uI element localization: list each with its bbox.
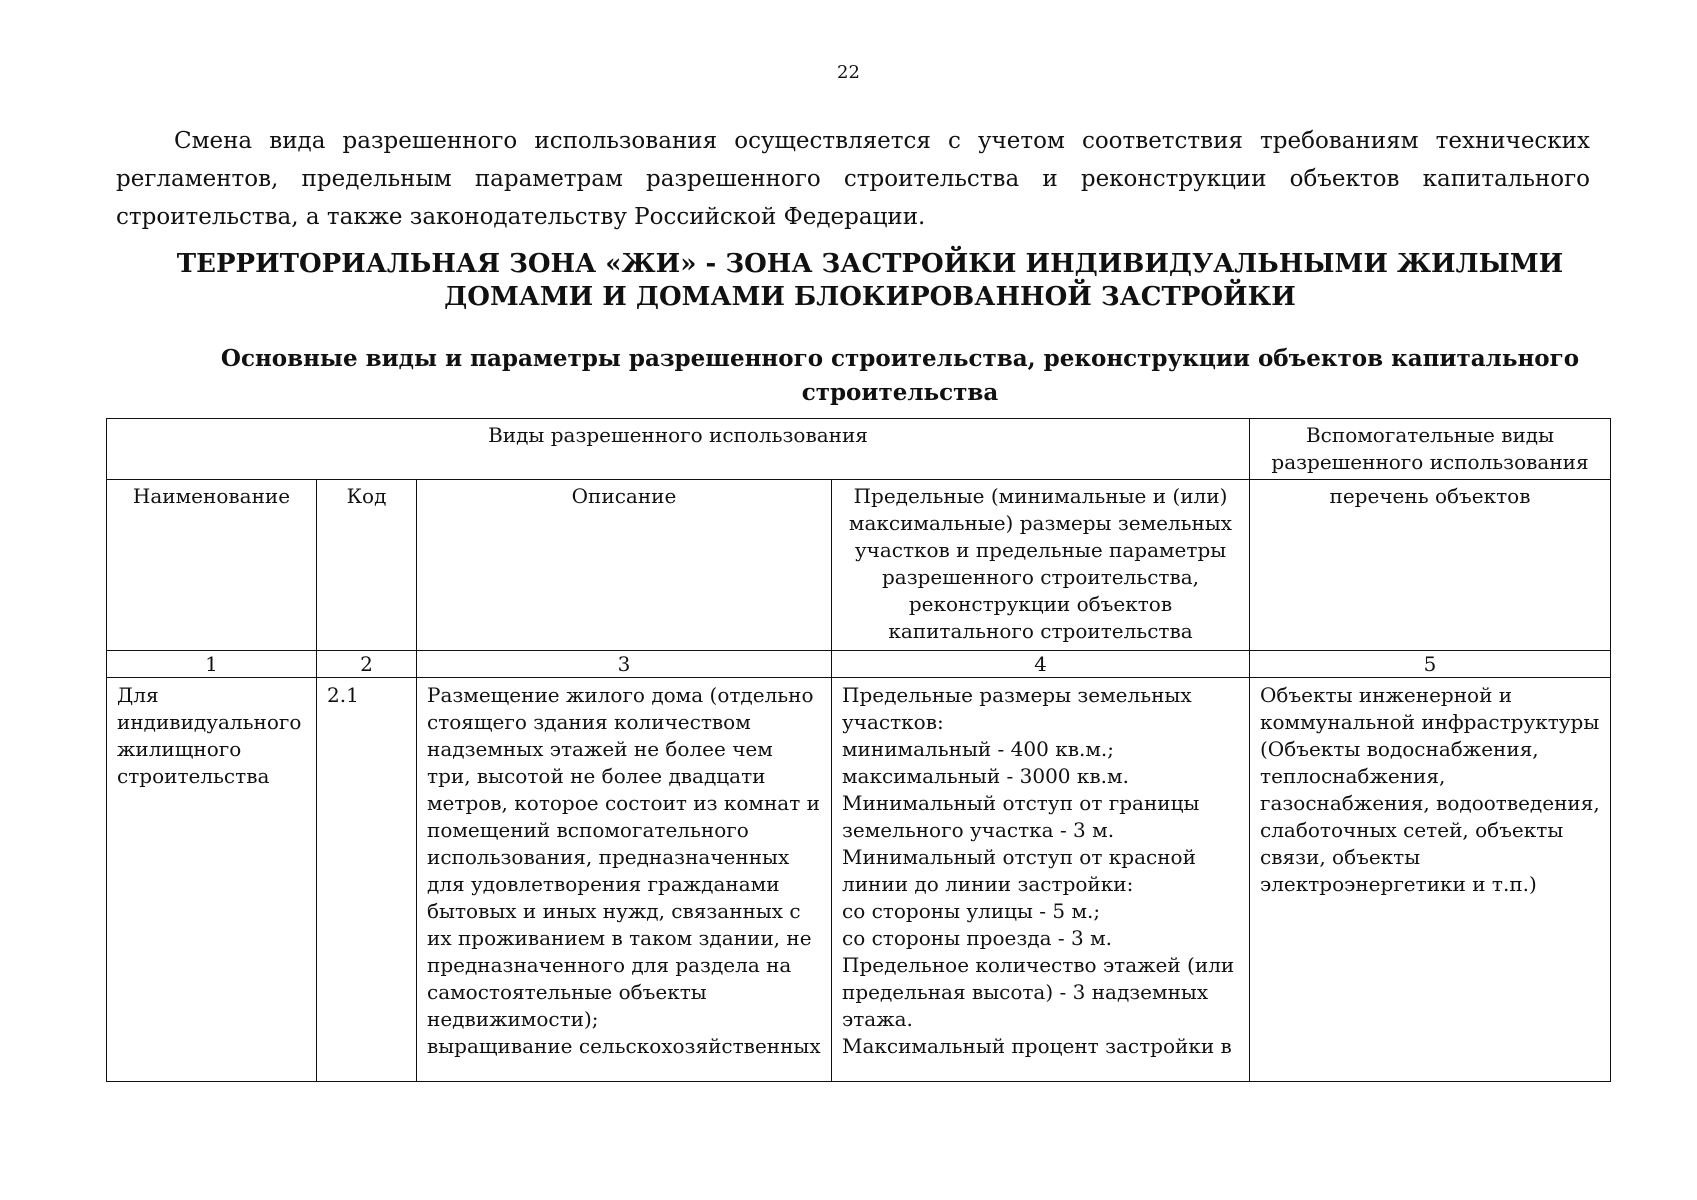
table-column-header-row bbox=[107, 480, 1611, 651]
zone-title: ТЕРРИТОРИАЛЬНАЯ ЗОНА «ЖИ» - ЗОНА ЗАСТРОЙКИ ИНДИВИДУАЛЬНЫМИ ЖИЛЫМИ ДОМАМИ И ДОМАМИ БЛОКИРОВАННОЙ ЗАСТРОЙКИ bbox=[176, 249, 1564, 312]
description-text: Размещение жилого дома (отдельно стоящего здания количеством надземных этажей не более чем три, высотой не более двадцати метров, которое состоит из комнат и помещений вспомогательного использования, предназначенных для удовлетворения гражданами бытовых и иных нужд, связанных с их проживанием в таком здании, не предназначенного для раздела на самостоятельные объекты недвижимости); bbox=[427, 683, 820, 1031]
column-number: 2 bbox=[317, 651, 417, 678]
cell-use-params bbox=[832, 678, 1250, 1082]
cell-use-description bbox=[417, 678, 832, 1082]
table-column-number-row bbox=[107, 651, 1611, 678]
column-header-params: Предельные (минимальные и (или) максимальные) размеры земельных участков и предельные параметры разрешенного строительства, реконструкции объектов капитального строительства bbox=[832, 480, 1250, 651]
column-number: 1 bbox=[107, 651, 317, 678]
column-number: 3 bbox=[417, 651, 832, 678]
section-subtitle: Основные виды и параметры разрешенного строительства, реконструкции объектов капитального строительства bbox=[220, 345, 1580, 406]
group-header-aux: Вспомогательные виды разрешенного использования bbox=[1250, 419, 1611, 480]
table-group-header-row bbox=[107, 419, 1611, 480]
description-continuation: выращивание сельскохозяйственных bbox=[427, 1034, 821, 1058]
cell-aux-objects: Объекты инженерной и коммунальной инфраструктуры (Объекты водоснабжения, теплоснабжения, газоснабжения, водоотведения, слаботочных сетей, объекты связи, объекты электроэнергетики и т.п.) bbox=[1250, 678, 1611, 1082]
column-header-name: Наименование bbox=[107, 480, 317, 651]
param-line: минимальный - 400 кв.м.; bbox=[842, 737, 1114, 761]
param-line: со стороны улицы - 5 м.; bbox=[842, 899, 1101, 923]
table-row bbox=[107, 678, 1611, 1082]
param-line: Предельные размеры земельных участков: bbox=[842, 683, 1192, 734]
param-line: со стороны проезда - 3 м. bbox=[842, 926, 1112, 950]
cell-use-code: 2.1 bbox=[317, 678, 417, 1082]
column-header-description: Описание bbox=[417, 480, 832, 651]
intro-paragraph: Смена вида разрешенного использования осуществляется с учетом соответствия требованиям технических регламентов, предельным параметрам разрешенного строительства и реконструкции объектов капитального строительства, а также законодательству Российской Федерации. bbox=[116, 128, 1590, 230]
column-number: 5 bbox=[1250, 651, 1611, 678]
column-header-objects: перечень объектов bbox=[1250, 480, 1611, 651]
column-header-code: Код bbox=[317, 480, 417, 651]
param-line: Максимальный процент застройки в bbox=[842, 1034, 1232, 1058]
cell-use-name: Для индивидуального жилищного строительства bbox=[107, 678, 317, 1082]
param-line: Минимальный отступ от границы земельного участка - 3 м. bbox=[842, 791, 1200, 842]
page-number: 22 bbox=[837, 62, 860, 83]
param-line: Предельное количество этажей (или предельная высота) - 3 надземных этажа. bbox=[842, 953, 1235, 1031]
param-line: Минимальный отступ от красной линии до линии застройки: bbox=[842, 845, 1196, 896]
permitted-use-table bbox=[106, 418, 1611, 1082]
column-number: 4 bbox=[832, 651, 1250, 678]
param-line: максимальный - 3000 кв.м. bbox=[842, 764, 1129, 788]
group-header-main: Виды разрешенного использования bbox=[107, 419, 1250, 480]
